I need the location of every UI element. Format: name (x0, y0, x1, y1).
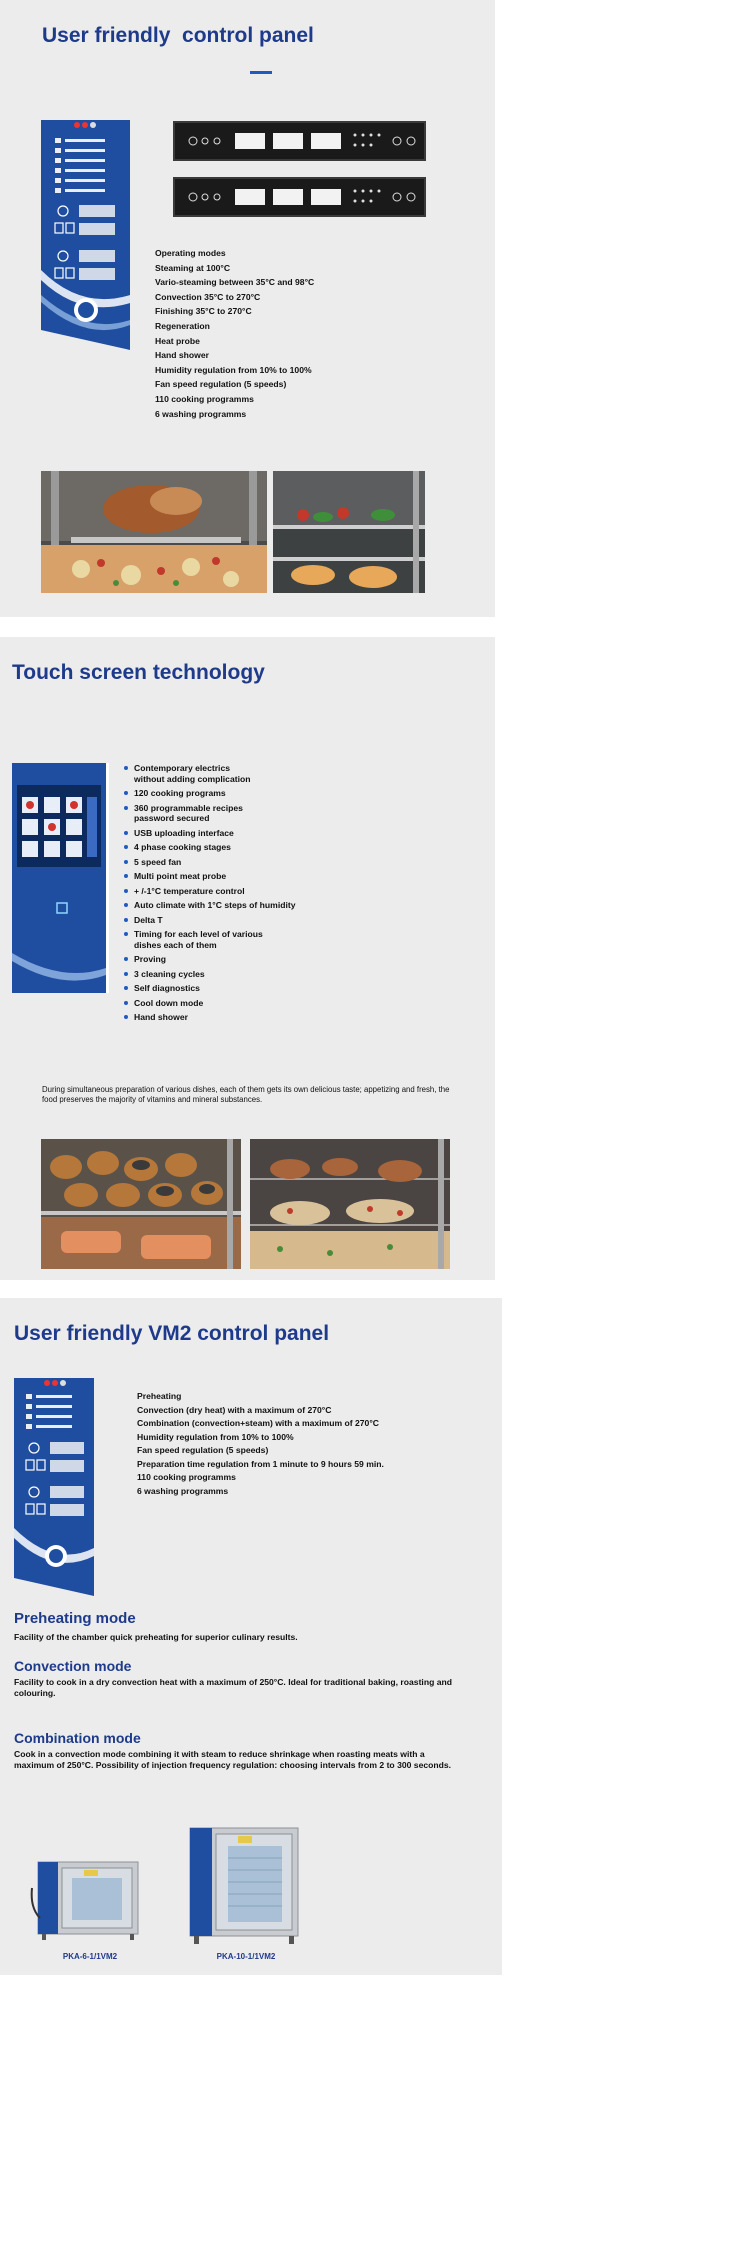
list-item: Multi point meat probe (124, 871, 314, 882)
food-photo-grill (250, 1139, 450, 1269)
list-item: 5 speed fan (124, 857, 314, 868)
list-item: 110 cooking programms (155, 393, 254, 404)
list-item: Preparation time regulation from 1 minute to 9 hours 59 min. (137, 1458, 384, 1469)
mode-text-combination: Cook in a convection mode combining it with steam to reduce shrinkage when roasting meats with a maximum of 250°C. Possibility of injection frequency regulation: choosing intervals from 2 to 300 seconds. (14, 1749, 452, 1770)
mode-title-convection: Convection mode (14, 1658, 132, 1674)
list-item: Self diagnostics (124, 983, 314, 994)
list-item: 6 washing programms (137, 1485, 229, 1496)
title-accent-line (250, 71, 272, 74)
vertical-control-panel-image (41, 120, 130, 350)
list-item: Regeneration (155, 320, 210, 331)
section2-title: Touch screen technology (12, 661, 265, 684)
vm2-features-list (137, 1390, 384, 1498)
touch-screen-features-list (124, 763, 314, 1027)
list-item: Convection 35°C to 270°C (155, 291, 261, 302)
list-item: 120 cooking programs (124, 788, 314, 799)
oven-image-pka-6 (30, 1858, 140, 1940)
mode-title-preheating: Preheating mode (14, 1610, 136, 1627)
list-item: 4 phase cooking stages (124, 842, 314, 853)
product-caption-pka-6: PKA-6-1/1VM2 (62, 1952, 118, 1961)
food-photo-pastries (41, 1139, 241, 1269)
list-item: 6 washing programms (155, 408, 247, 419)
section-control-panel (0, 0, 495, 617)
list-item: Fan speed regulation (5 speeds) (155, 379, 287, 390)
list-item: + /-1°C temperature control (124, 886, 314, 897)
list-item: Hand shower (155, 350, 209, 361)
operating-modes-list (155, 246, 314, 421)
horizontal-control-panel-2 (173, 177, 426, 217)
list-item: Operating modes (155, 248, 226, 258)
list-item: USB uploading interface (124, 828, 314, 839)
list-item: 110 cooking programms (137, 1472, 236, 1482)
list-item: Vario-steaming between 35°C and 98°C (155, 277, 315, 288)
list-item: Contemporary electrics without adding complication (124, 763, 259, 784)
section1-title: User friendly control panel (42, 24, 314, 47)
list-item: Humidity regulation from 10% to 100% (155, 364, 312, 375)
list-item: Timing for each level of various dishes each of them (124, 929, 269, 950)
list-item: Combination (convection+steam) with a maximum of 270°C (137, 1418, 379, 1428)
mode-text-preheating: Facility of the chamber quick preheating for superior culinary results. (14, 1632, 298, 1642)
food-photo-roast (41, 471, 267, 593)
list-item: Convection (dry heat) with a maximum of 270°C (137, 1404, 332, 1415)
list-item: Cool down mode (124, 998, 314, 1009)
list-item: Preheating (137, 1391, 182, 1401)
list-item: Humidity regulation from 10% to 100% (137, 1431, 294, 1442)
list-item: Finishing 35°C to 270°C (155, 306, 252, 317)
section-touch-screen (0, 637, 495, 1280)
list-item: Steaming at 100°C (155, 262, 231, 273)
oven-image-pka-10 (186, 1824, 302, 1944)
touch-screen-panel-image (12, 763, 109, 993)
product-caption-pka-10: PKA-10-1/1VM2 (216, 1952, 276, 1961)
food-photo-vegetables (273, 471, 425, 593)
vm2-control-panel-image (14, 1378, 94, 1596)
section-vm2-control-panel (0, 1298, 502, 1975)
section3-title: User friendly VM2 control panel (14, 1322, 330, 1345)
list-item: Heat probe (155, 335, 200, 346)
horizontal-control-panel-1 (173, 121, 426, 161)
mode-text-convection: Facility to cook in a dry convection heat with a maximum of 250°C. Ideal for traditional baking, roasting and colouring. (14, 1677, 452, 1698)
list-item: Auto climate with 1°C steps of humidity (124, 900, 314, 911)
list-item: 3 cleaning cycles (124, 969, 314, 980)
list-item: Delta T (124, 915, 314, 926)
touch-screen-description: During simultaneous preparation of various dishes, each of them gets its own delicious taste; appetizing and fresh, the food preserves the majority of vitamins and mineral substances. (42, 1085, 450, 1104)
list-item: 360 programmable recipes password secured (124, 803, 259, 824)
mode-title-combination: Combination mode (14, 1730, 141, 1746)
list-item: Proving (124, 954, 314, 965)
list-item: Fan speed regulation (5 speeds) (137, 1445, 269, 1455)
list-item: Hand shower (124, 1012, 314, 1023)
